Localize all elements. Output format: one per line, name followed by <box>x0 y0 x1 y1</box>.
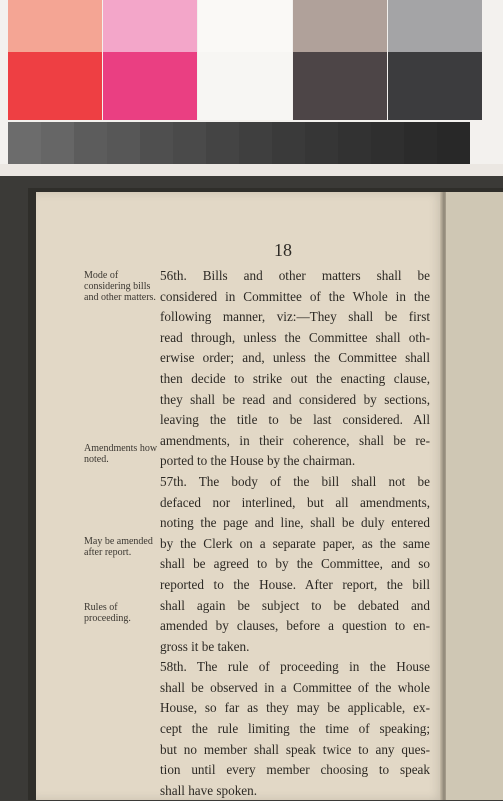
color-swatch <box>206 122 239 164</box>
text-line: shall be observed in a Committee of the whole <box>160 679 430 695</box>
color-swatch <box>103 52 197 120</box>
text-line: 56th. Bills and other matters shall be <box>160 268 430 283</box>
grayscale-strip <box>8 122 470 164</box>
text-line: amendments, in their coherence, shall be re- <box>160 432 430 448</box>
text-line: but no member shall speak twice to any ques- <box>160 741 430 757</box>
text-line: shall again be subject to be debated and <box>160 597 430 613</box>
color-swatch <box>388 0 482 52</box>
facing-page-edge <box>446 192 503 800</box>
margin-note: Amendments how noted. <box>84 443 158 465</box>
color-swatch <box>272 122 305 164</box>
text-line: following manner, viz:—They shall be first <box>160 309 430 325</box>
text-line: defaced nor interlined, but all amendments, <box>160 494 430 510</box>
text-line: 58th. The rule of proceeding in the House <box>160 659 430 675</box>
text-line: tion until every member choosing to speak <box>160 762 430 778</box>
text-line: by the Clerk on a separate paper, as the same <box>160 535 430 551</box>
text-line: leaving the title to be last considered. All <box>160 412 430 428</box>
color-swatch <box>371 122 404 164</box>
color-swatch <box>8 122 41 164</box>
color-swatch <box>140 122 173 164</box>
text-line: shall be agreed to by the Committee, and so <box>160 556 430 572</box>
body-text <box>160 266 430 801</box>
text-line: 57th. The body of the bill shall not be <box>160 473 430 489</box>
color-swatch <box>173 122 206 164</box>
text-line: cept the rule limiting the time of speaking; <box>160 721 430 737</box>
color-swatch <box>404 122 437 164</box>
color-swatch <box>198 0 292 52</box>
color-swatch <box>107 122 140 164</box>
text-line: gross it be taken. <box>160 638 250 654</box>
color-swatch <box>437 122 470 164</box>
color-calibration-chart <box>0 0 503 176</box>
color-swatch <box>239 122 272 164</box>
page-number: 18 <box>274 240 292 260</box>
chart-edge <box>0 164 503 176</box>
text-line: they shall be read and considered by sections, <box>160 391 430 407</box>
color-swatch <box>41 122 74 164</box>
color-swatch <box>305 122 338 164</box>
color-swatch <box>293 0 387 52</box>
color-swatch <box>293 52 387 120</box>
color-swatch <box>8 0 102 52</box>
text-line: read through, unless the Committee shall oth- <box>160 329 430 345</box>
color-swatch <box>338 122 371 164</box>
text-line: ported to the House by the chairman. <box>160 453 356 469</box>
color-swatch <box>388 52 482 120</box>
margin-note: May be amended after report. <box>84 536 153 558</box>
color-swatch <box>8 52 102 120</box>
text-line: shall have spoken. <box>160 782 258 798</box>
text-line: House, so far as they may be applicable, ex- <box>160 700 430 716</box>
text-line: then decide to strike out the enacting clause, <box>160 370 430 386</box>
color-swatch <box>103 0 197 52</box>
color-swatch <box>74 122 107 164</box>
margin-note: Rules of proceeding. <box>84 602 131 624</box>
margin-note: Mode of considering bills and other matters. <box>84 270 156 303</box>
text-line: noting the page and line, shall be duly entered <box>160 515 430 531</box>
color-swatch-row-top <box>8 0 483 52</box>
text-line: considered in Committee of the Whole in the <box>160 288 430 304</box>
color-swatch <box>198 52 292 120</box>
text-line: reported to the House. After report, the bill <box>160 576 430 592</box>
color-swatch-row-bottom <box>8 52 483 120</box>
text-line: erwise order; and, unless the Committee shall <box>160 350 430 366</box>
text-line: amended by clauses, before a question to en- <box>160 618 430 634</box>
